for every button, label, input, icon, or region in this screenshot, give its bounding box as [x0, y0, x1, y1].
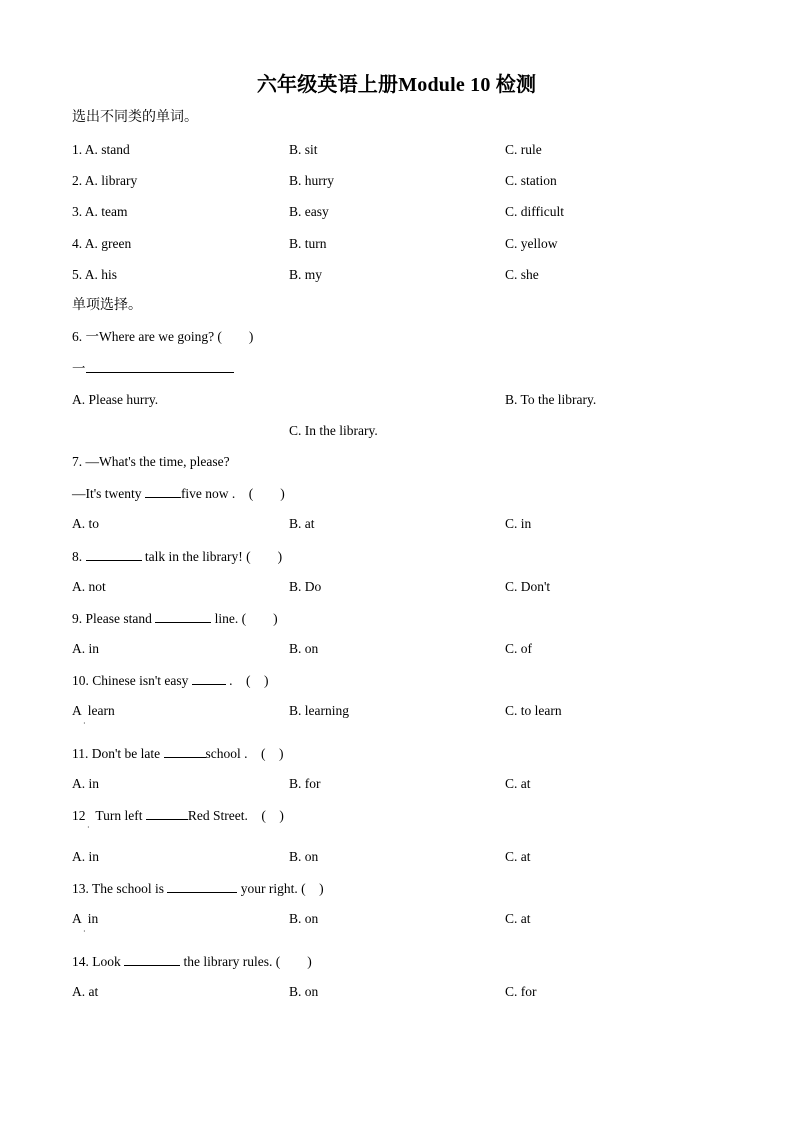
q2-option-c: C. station	[505, 173, 557, 188]
q10-option-a-dot: ·	[83, 719, 86, 728]
q12-pre: 12 Turn left	[72, 808, 146, 823]
q10-option-b: B. learning	[289, 703, 349, 718]
q8-pre: 8.	[72, 549, 86, 564]
q7-line2	[72, 485, 285, 502]
q12-option-a: A. in	[72, 849, 99, 864]
q7-option-b: B. at	[289, 516, 315, 531]
q7-option-c: C. in	[505, 516, 532, 531]
q8-stem	[72, 548, 282, 565]
q13-blank[interactable]	[167, 880, 237, 893]
q7-blank[interactable]	[145, 485, 181, 498]
q13-option-c: C. at	[505, 911, 531, 926]
q9-option-a: A. in	[72, 641, 99, 656]
q11-stem	[72, 745, 284, 762]
q3-option-b: B. easy	[289, 204, 329, 219]
q12-stem	[72, 807, 284, 824]
section2-heading: 单项选择。	[72, 298, 142, 313]
q4-option-a: 4. A. green	[72, 236, 132, 251]
q12-option-c: C. at	[505, 849, 531, 864]
q7-line2-post: five now . ( )	[180, 486, 285, 501]
q8-option-a: A. not	[72, 579, 106, 594]
q1-option-b: B. sit	[289, 142, 318, 157]
q6-option-b: B. To the library.	[505, 392, 597, 407]
q9-option-c: C. of	[505, 641, 532, 656]
q11-option-c: C. at	[505, 776, 531, 791]
q7-line2-pre: —It's twenty	[72, 486, 145, 501]
q1-option-a: 1. A. stand	[72, 142, 130, 157]
q10-option-c: C. to learn	[505, 703, 562, 718]
q11-post: school . ( )	[205, 746, 284, 761]
q8-blank[interactable]	[86, 548, 142, 561]
q14-option-a: A. at	[72, 984, 99, 999]
q3-option-c: C. difficult	[505, 204, 564, 219]
q13-stem	[72, 880, 324, 897]
q14-option-c: C. for	[505, 984, 537, 999]
q7-stem: 7. —What's the time, please?	[72, 454, 230, 469]
q5-option-b: B. my	[289, 267, 323, 282]
q12-blank[interactable]	[146, 807, 188, 820]
q14-option-b: B. on	[289, 984, 319, 999]
q7-option-a: A. to	[72, 516, 99, 531]
q13-post: your right. ( )	[237, 881, 324, 896]
q3-option-a: 3. A. team	[72, 204, 128, 219]
q14-post: the library rules. ( )	[180, 954, 312, 969]
q6-option-a: A. Please hurry.	[72, 392, 159, 407]
section1-heading: 选出不同类的单词。	[72, 110, 198, 125]
q4-option-c: C. yellow	[505, 236, 558, 251]
q12-post: Red Street. ( )	[187, 808, 284, 823]
q5-option-a: 5. A. his	[72, 267, 118, 282]
q12-dot: ·	[87, 823, 90, 832]
q11-option-a: A. in	[72, 776, 99, 791]
q10-option-a: A learn	[72, 703, 115, 718]
q6-option-c: C. In the library.	[289, 423, 378, 438]
q4-option-b: B. turn	[289, 236, 327, 251]
q6-answer-line	[72, 360, 234, 377]
q10-post: . ( )	[225, 673, 269, 688]
q10-stem	[72, 672, 269, 689]
q11-pre: 11. Don't be late	[72, 746, 164, 761]
q6-dash: 一	[72, 361, 86, 376]
q5-option-c: C. she	[505, 267, 539, 282]
q1-option-c: C. rule	[505, 142, 542, 157]
q8-post: talk in the library! ( )	[141, 549, 283, 564]
q6-stem: 6. 一Where are we going? ( )	[72, 329, 254, 344]
q13-pre: 13. The school is	[72, 881, 168, 896]
q14-blank[interactable]	[124, 953, 180, 966]
q9-pre: 9. Please stand	[72, 611, 156, 626]
q11-option-b: B. for	[289, 776, 321, 791]
q13-option-a-dot: ·	[83, 927, 86, 936]
page-title: 六年级英语上册Module 10 检测	[256, 74, 537, 96]
q9-post: line. ( )	[211, 611, 278, 626]
q2-option-b: B. hurry	[289, 173, 334, 188]
q14-pre: 14. Look	[72, 954, 125, 969]
q11-blank[interactable]	[164, 745, 206, 758]
q10-pre: 10. Chinese isn't easy	[72, 673, 192, 688]
q8-option-c: C. Don't	[505, 579, 551, 594]
q13-option-a: A in	[72, 911, 99, 926]
q8-option-b: B. Do	[289, 579, 322, 594]
q2-option-a: 2. A. library	[72, 173, 138, 188]
q10-blank[interactable]	[192, 672, 226, 685]
q14-stem	[72, 953, 312, 970]
q9-stem	[72, 610, 278, 627]
q6-answer-blank[interactable]	[86, 360, 234, 373]
q12-option-b: B. on	[289, 849, 319, 864]
q13-option-b: B. on	[289, 911, 319, 926]
q9-option-b: B. on	[289, 641, 319, 656]
q9-blank[interactable]	[155, 610, 211, 623]
